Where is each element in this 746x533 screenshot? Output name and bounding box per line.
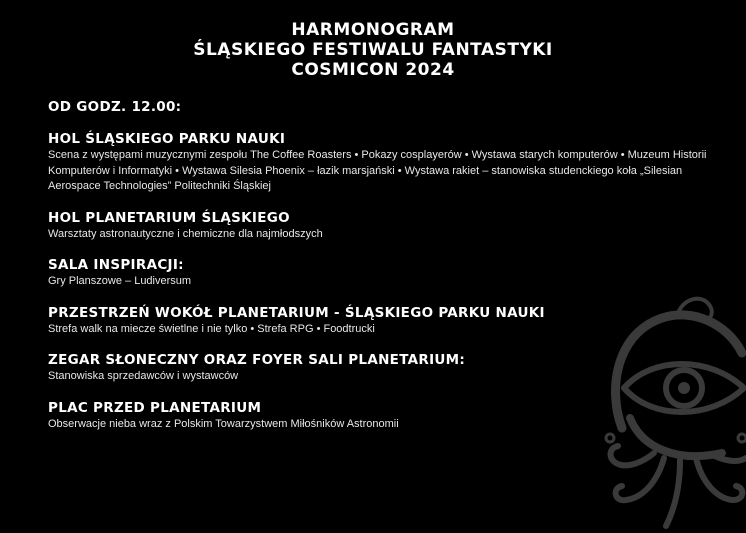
title-line-2: ŚLĄSKIEGO FESTIWALU FANTASTYKI bbox=[193, 40, 553, 60]
section-description: Strefa walk na miecze świetlne i nie tylko • Strefa RPG • Foodtrucki bbox=[48, 322, 375, 335]
section-description: Obserwacje nieba wraz z Polskim Towarzystwem Miłośników Astronomii bbox=[48, 417, 399, 430]
section-heading: PLAC PRZED PLANETARIUM bbox=[48, 399, 262, 416]
schedule-section-hol-parku bbox=[48, 130, 718, 195]
section-heading: ZEGAR SŁONECZNY ORAZ FOYER SALI PLANETARIUM: bbox=[48, 352, 466, 368]
title-line-3: COSMICON 2024 bbox=[291, 60, 455, 80]
schedule-section-hol-planetarium bbox=[48, 209, 718, 243]
section-description: Gry Planszowe – Ludiversum bbox=[48, 275, 192, 287]
section-heading: HOL PLANETARIUM ŚLĄSKIEGO bbox=[48, 209, 290, 226]
section-heading: HOL ŚLĄSKIEGO PARKU NAUKI bbox=[48, 131, 286, 147]
title-line-1: HARMONOGRAM bbox=[291, 20, 455, 40]
section-description: Scena z występami muzycznymi zespołu The Coffee Roasters • Pokazy cosplayerów • Wystawa starych komputerów • Muzeum Historii Komputerów i Informatyki • Wystawa Silesia Phoenix – łazik marsjański • Wystawa rakiet – stanowiska studenckiego koła „Silesian Aerospace Technologies” Politechniki Śląskiej bbox=[48, 149, 707, 192]
section-description: Stanowiska sprzedawców i wystawców bbox=[48, 370, 239, 382]
section-description: Warsztaty astronautyczne i chemiczne dla najmłodszych bbox=[48, 227, 323, 240]
octopus-eye-mascot-icon bbox=[582, 288, 746, 533]
section-heading: SALA INSPIRACJI: bbox=[48, 257, 184, 273]
section-heading: PRZESTRZEŃ WOKÓŁ PLANETARIUM - ŚLĄSKIEGO PARKU NAUKI bbox=[48, 304, 545, 321]
poster-title bbox=[0, 20, 746, 80]
schedule-section-sala-inspiracji bbox=[48, 256, 718, 290]
schedule-start-time: OD GODZ. 12.00: bbox=[48, 99, 182, 115]
